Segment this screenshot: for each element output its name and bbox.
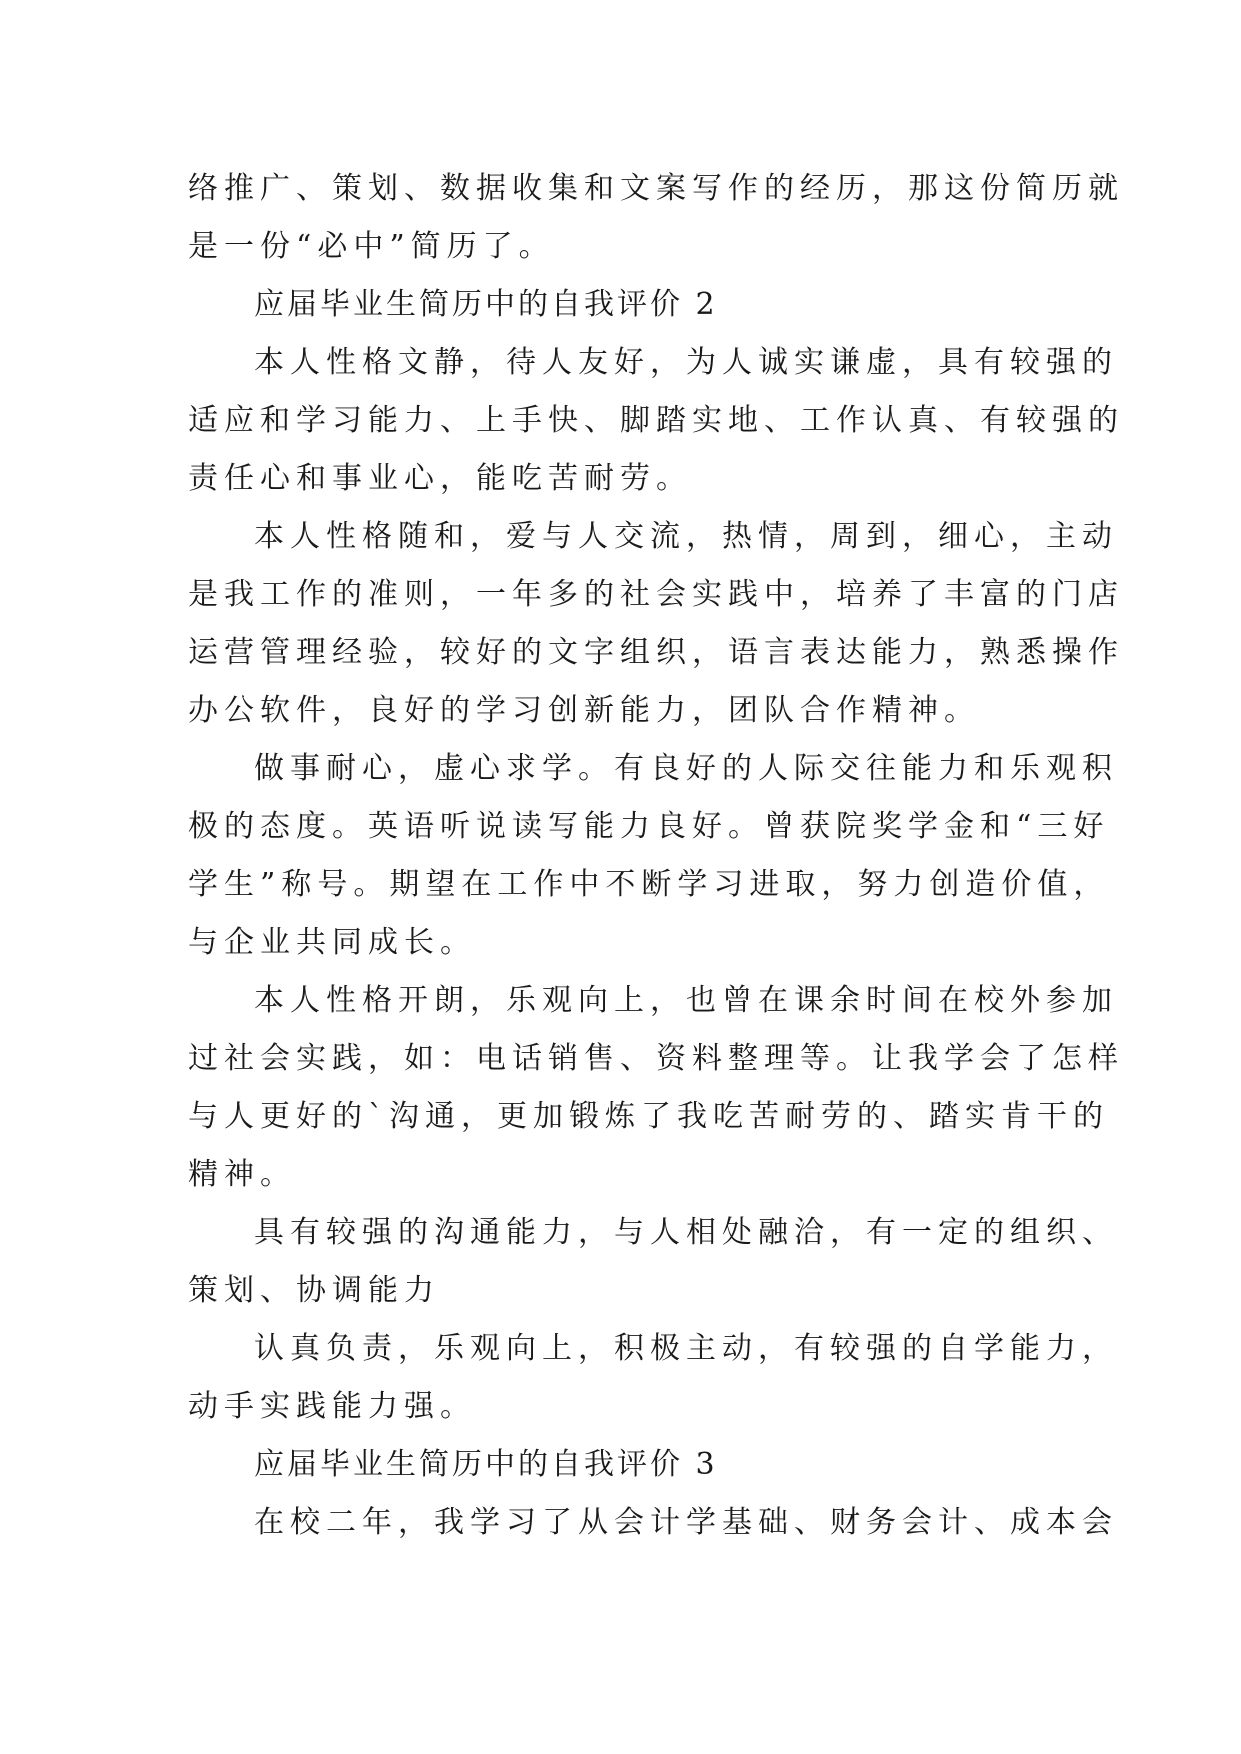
text-line: 与人更好的`沟通，更加锻炼了我吃苦耐劳的、踏实肯干的 bbox=[188, 1099, 1109, 1134]
text-line: 过社会实践，如：电话销售、资料整理等。让我学会了怎样 bbox=[188, 1041, 1124, 1076]
text-line: 责任心和事业心，能吃苦耐劳。 bbox=[188, 461, 692, 496]
text-line: 本人性格随和，爱与人交流，热情，周到，细心，主动 bbox=[254, 519, 1118, 554]
paragraph-continuation bbox=[188, 160, 1124, 276]
text-line: 适应和学习能力、上手快、脚踏实地、工作认真、有较强的 bbox=[188, 403, 1124, 438]
text-line: 学生”称号。期望在工作中不断学习进取，努力创造价值， bbox=[188, 867, 1110, 902]
paragraph bbox=[188, 1320, 1118, 1436]
text-line: 精神。 bbox=[188, 1157, 296, 1192]
text-line: 与企业共同成长。 bbox=[188, 925, 476, 960]
paragraph bbox=[188, 740, 1118, 972]
text-line: 是一份“必中”简历了。 bbox=[188, 229, 555, 264]
text-line: 做事耐心，虚心求学。有良好的人际交往能力和乐观积 bbox=[254, 751, 1118, 786]
text-line: 络推广、策划、数据收集和文案写作的经历，那这份简历就 bbox=[188, 171, 1124, 206]
text-line: 在校二年，我学习了从会计学基础、财务会计、成本会 bbox=[254, 1505, 1118, 1540]
text-line: 是我工作的准则，一年多的社会实践中，培养了丰富的门店 bbox=[188, 577, 1124, 612]
paragraph bbox=[188, 1204, 1118, 1320]
text-line: 策划、协调能力 bbox=[188, 1273, 440, 1308]
paragraph bbox=[188, 508, 1124, 740]
paragraph bbox=[188, 972, 1124, 1204]
text-line: 本人性格开朗，乐观向上，也曾在课余时间在校外参加 bbox=[254, 983, 1118, 1018]
text-line: 本人性格文静，待人友好，为人诚实谦虚，具有较强的 bbox=[254, 345, 1118, 380]
text-line: 具有较强的沟通能力，与人相处融洽，有一定的组织、 bbox=[254, 1215, 1118, 1250]
section-heading-3: 应届毕业生简历中的自我评价 3 bbox=[254, 1447, 718, 1482]
paragraph bbox=[188, 1494, 1118, 1552]
document-body bbox=[188, 160, 1124, 1552]
text-line: 认真负责，乐观向上，积极主动，有较强的自学能力， bbox=[254, 1331, 1118, 1366]
text-line: 动手实践能力强。 bbox=[188, 1389, 476, 1424]
text-line: 办公软件，良好的学习创新能力，团队合作精神。 bbox=[188, 693, 980, 728]
section-heading-2: 应届毕业生简历中的自我评价 2 bbox=[254, 287, 718, 322]
text-line: 极的态度。英语听说读写能力良好。曾获院奖学金和“三好 bbox=[188, 809, 1110, 844]
text-line: 运营管理经验，较好的文字组织，语言表达能力，熟悉操作 bbox=[188, 635, 1124, 670]
paragraph bbox=[188, 334, 1124, 508]
